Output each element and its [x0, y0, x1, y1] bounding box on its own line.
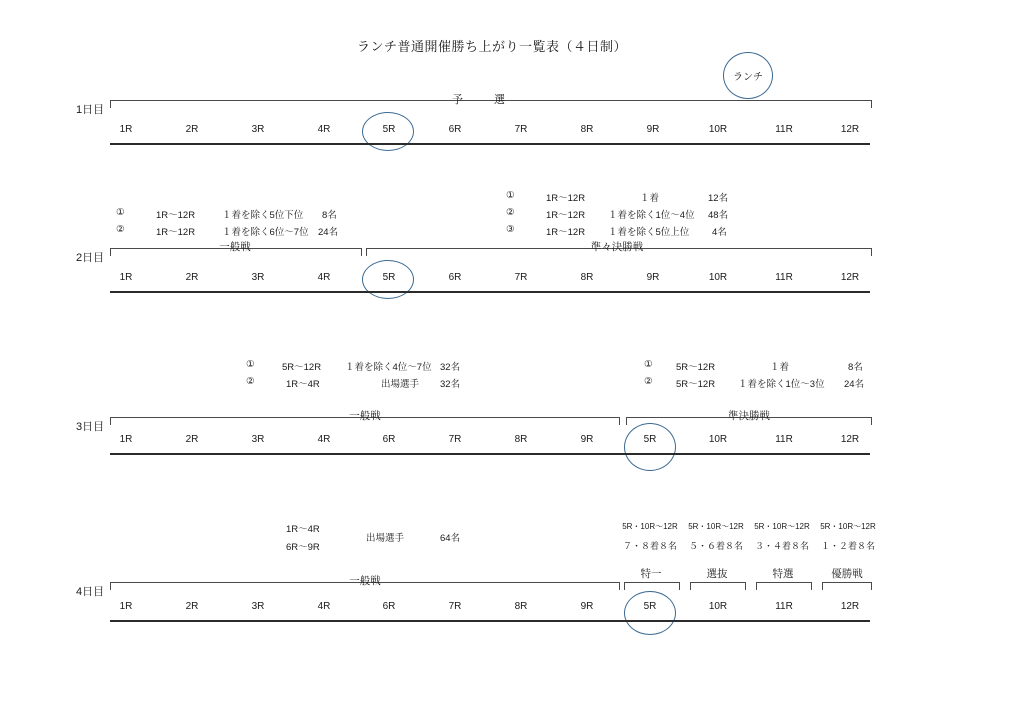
day4-rail-toku1 — [624, 582, 680, 590]
day2-race-7: 7R — [514, 272, 528, 283]
day3-race-7: 7R — [448, 434, 462, 445]
day3-race-8: 8R — [514, 434, 528, 445]
day1-right-note-3-range: 1R〜12R — [546, 227, 586, 238]
day3-left-note-cond: 出場選手 — [366, 533, 405, 544]
day3-race-10: 10R — [708, 434, 728, 445]
day3-race-9: 9R — [580, 434, 594, 445]
day4-race-1: 1R — [119, 601, 133, 612]
day1-race-7: 7R — [514, 124, 528, 135]
day1-left-note-1-range: 1R〜12R — [156, 210, 196, 221]
day-label-3: 3日目 — [76, 421, 105, 433]
day4-circled-race-5r — [624, 591, 676, 635]
day1-right-note-3-count: 4名 — [712, 227, 727, 238]
day1-left-note-2-num: ② — [116, 224, 125, 235]
day3-race-1: 1R — [119, 434, 133, 445]
day2-right-note-2-cond: １着を除く1位〜3位 — [738, 379, 825, 390]
day4-stage-toku1: 特一 — [640, 568, 662, 580]
day3-baseline — [110, 453, 870, 455]
day1-race-10: 10R — [708, 124, 728, 135]
day2-baseline — [110, 291, 870, 293]
day2-race-2: 2R — [185, 272, 199, 283]
lunch-badge-label: ランチ — [733, 72, 763, 83]
day1-race-4: 4R — [317, 124, 331, 135]
day1-left-note-2-range: 1R〜12R — [156, 227, 196, 238]
day2-race-4: 4R — [317, 272, 331, 283]
day2-race-5: 5R — [382, 272, 396, 283]
day2-right-note-1-num: ① — [644, 359, 653, 370]
day2-left-note-1-count: 32名 — [440, 362, 461, 373]
day4-race-9: 9R — [580, 601, 594, 612]
day2-left-note-2-num: ② — [246, 376, 255, 387]
day2-stage-left: 一般戦 — [219, 241, 251, 253]
lunch-badge — [723, 52, 773, 99]
day1-left-note-1-cond: １着を除く5位下位 — [222, 210, 304, 221]
day1-left-note-2-count: 24名 — [318, 227, 339, 238]
day1-race-9: 9R — [646, 124, 660, 135]
day4-race-12: 12R — [840, 601, 860, 612]
day1-race-3: 3R — [251, 124, 265, 135]
day2-stage-right: 準々決勝戦 — [590, 241, 644, 253]
day-label-4: 4日目 — [76, 586, 105, 598]
day4-rail-tokusen — [756, 582, 812, 590]
day1-race-8: 8R — [580, 124, 594, 135]
day3-right-note-3-bottom: ３・４着８名 — [754, 541, 809, 551]
day1-right-note-3-num: ③ — [506, 224, 515, 235]
day4-race-3: 3R — [251, 601, 265, 612]
day2-right-note-2-range: 5R〜12R — [676, 379, 716, 390]
day4-stage-tokusen: 特選 — [772, 568, 794, 580]
day3-right-note-4-top: 5R・10R〜12R — [820, 522, 876, 531]
day2-race-12: 12R — [840, 272, 860, 283]
day4-race-7: 7R — [448, 601, 462, 612]
day4-rail-yushosen — [822, 582, 872, 590]
day3-race-4: 4R — [317, 434, 331, 445]
day2-right-note-1-range: 5R〜12R — [676, 362, 716, 373]
day2-race-11: 11R — [775, 272, 793, 283]
day2-left-note-2-range: 1R〜4R — [286, 379, 320, 390]
day1-right-note-2-count: 48名 — [708, 210, 729, 221]
day3-left-note-range1: 1R〜4R — [286, 524, 320, 535]
day4-stage-left: 一般戦 — [349, 575, 381, 587]
day3-race-11: 11R — [775, 434, 793, 445]
day1-right-note-1-range: 1R〜12R — [546, 193, 586, 204]
day1-race-11: 11R — [775, 124, 793, 135]
day1-race-5: 5R — [382, 124, 396, 135]
day2-race-8: 8R — [580, 272, 594, 283]
day3-race-3: 3R — [251, 434, 265, 445]
day-label-2: 2日目 — [76, 252, 105, 264]
day4-stage-yushosen: 優勝戦 — [831, 568, 863, 580]
day1-right-note-2-num: ② — [506, 207, 515, 218]
day3-right-note-2-bottom: ５・６着８名 — [688, 541, 743, 551]
day3-left-note-count: 64名 — [440, 533, 461, 544]
day3-stage-left: 一般戦 — [349, 410, 381, 422]
day2-right-note-2-num: ② — [644, 376, 653, 387]
day2-right-note-1-cond: １着 — [770, 362, 790, 373]
day1-left-note-1-num: ① — [116, 207, 125, 218]
day3-left-note-range2: 6R〜9R — [286, 542, 320, 553]
day2-right-note-2-count: 24名 — [844, 379, 865, 390]
day2-race-9: 9R — [646, 272, 660, 283]
day1-right-note-1-count: 12名 — [708, 193, 729, 204]
day2-circled-race-5r — [362, 260, 414, 299]
day1-race-12: 12R — [840, 124, 860, 135]
day3-right-note-2-top: 5R・10R〜12R — [688, 522, 744, 531]
day2-race-3: 3R — [251, 272, 265, 283]
day4-race-2: 2R — [185, 601, 199, 612]
page-title: ランチ普通開催勝ち上がり一覧表（４日制） — [357, 39, 628, 54]
day1-race-2: 2R — [185, 124, 199, 135]
day1-right-note-1-num: ① — [506, 190, 515, 201]
day4-stage-senbatsu: 選抜 — [706, 568, 728, 580]
day1-right-note-2-range: 1R〜12R — [546, 210, 586, 221]
day4-race-5: 5R — [643, 601, 657, 612]
day3-right-note-3-top: 5R・10R〜12R — [754, 522, 810, 531]
day2-left-note-1-cond: １着を除く4位〜7位 — [345, 362, 432, 373]
day3-race-6: 6R — [382, 434, 396, 445]
day1-race-1: 1R — [119, 124, 133, 135]
day3-right-note-4-bottom: １・２着８名 — [820, 541, 875, 551]
day4-race-11: 11R — [775, 601, 793, 612]
day1-right-note-1-cond: １着 — [640, 193, 660, 204]
day3-right-note-1-top: 5R・10R〜12R — [622, 522, 678, 531]
day4-race-4: 4R — [317, 601, 331, 612]
day3-circled-race-5r — [624, 423, 676, 471]
day2-race-10: 10R — [708, 272, 728, 283]
day2-race-6: 6R — [448, 272, 462, 283]
day1-baseline — [110, 143, 870, 145]
day2-left-note-1-range: 5R〜12R — [282, 362, 322, 373]
day1-race-6: 6R — [448, 124, 462, 135]
day1-circled-race-5r — [362, 112, 414, 151]
day1-right-note-3-cond: １着を除く5位上位 — [608, 227, 690, 238]
day1-right-note-2-cond: １着を除く1位〜4位 — [608, 210, 695, 221]
day3-race-12: 12R — [840, 434, 860, 445]
day1-left-note-2-cond: １着を除く6位〜7位 — [222, 227, 309, 238]
day3-race-5: 5R — [643, 434, 657, 445]
day3-race-2: 2R — [185, 434, 199, 445]
day2-race-1: 1R — [119, 272, 133, 283]
day2-right-note-1-count: 8名 — [848, 362, 863, 373]
day4-rail-senbatsu — [690, 582, 746, 590]
day1-left-note-1-count: 8名 — [322, 210, 337, 221]
day4-race-8: 8R — [514, 601, 528, 612]
day4-race-10: 10R — [708, 601, 728, 612]
day-label-1: 1日目 — [76, 104, 105, 116]
day2-left-note-2-count: 32名 — [440, 379, 461, 390]
day2-left-note-2-cond: 出場選手 — [381, 379, 420, 390]
day4-baseline — [110, 620, 870, 622]
day4-race-6: 6R — [382, 601, 396, 612]
day3-right-note-1-bottom: ７・８着８名 — [622, 541, 677, 551]
day3-stage-right: 準決勝戦 — [728, 410, 770, 422]
day2-left-note-1-num: ① — [246, 359, 255, 370]
yosen-label: 予 選 — [452, 94, 515, 106]
